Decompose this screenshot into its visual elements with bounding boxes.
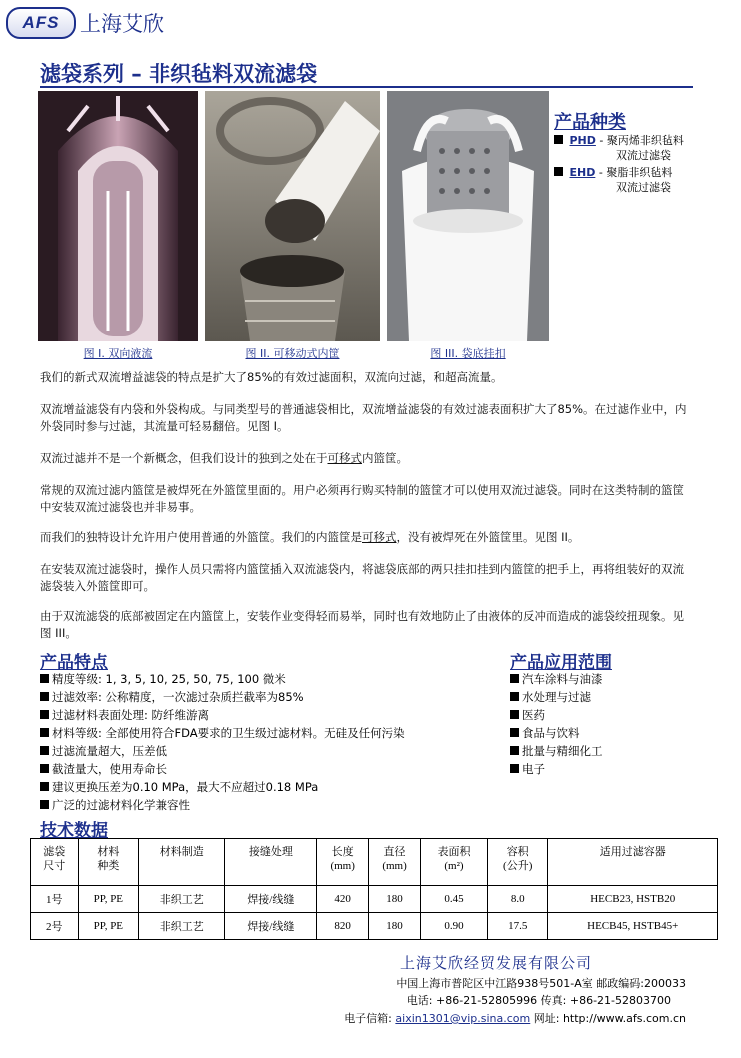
table-cell: PP, PE — [78, 913, 139, 940]
figure-1-image — [38, 91, 198, 341]
feature-text: 建议更换压差为0.10 MPa，最大不应超过0.18 MPa — [52, 780, 319, 794]
feature-item — [40, 760, 500, 778]
paragraph-6: 在安装双流过滤袋时，操作人员只需将内篮筐插入双流滤袋内，将滤袋底部的两只挂扣挂到内篮筐的把手上，再将组装好的双流滤袋装入外篮筐即可。 — [40, 562, 684, 593]
feature-text: 过滤效率: 公称精度，一次滤过杂质拦截率为85% — [52, 690, 304, 704]
figure-1-caption: 图 I. 双向液流 — [83, 347, 153, 360]
product-desc-cont: 双流过滤袋 — [616, 181, 671, 194]
application-text: 医药 — [522, 708, 545, 722]
applications-list — [510, 670, 710, 778]
logo-text: AFS — [22, 13, 60, 32]
product-desc: - 聚脂非织毡料 — [595, 166, 673, 179]
application-item — [510, 760, 710, 778]
footer-company-name: 上海艾欣经贸发展有限公司 — [400, 954, 593, 972]
product-types-heading: 产品种类 — [554, 112, 626, 133]
col-header: 材料 种类 — [78, 839, 139, 886]
col-header: 滤袋 尺寸 — [31, 839, 79, 886]
bullet-icon — [40, 692, 49, 701]
feature-item — [40, 688, 500, 706]
bullet-icon — [510, 728, 519, 737]
paragraph-7: 由于双流滤袋的底部被固定在内篮筐上，安装作业变得轻而易举，同时也有效地防止了由液体的反冲而造成的滤袋绞扭现象。见图 III。 — [40, 609, 684, 640]
feature-text: 精度等级: 1, 3, 5, 10, 25, 50, 75, 100 微米 — [52, 672, 286, 686]
table-cell: 焊接/线缝 — [225, 886, 317, 913]
table-cell: 180 — [369, 913, 421, 940]
paragraph-4: 常规的双流过滤内篮筐是被焊死在外篮筐里面的。用户必须再行购买特制的篮筐才可以使用双流过滤袋。同时在这类特制的篮筐中安装双流过滤袋也并非易事。 — [40, 483, 684, 514]
bullet-icon — [510, 674, 519, 683]
bullet-icon — [510, 764, 519, 773]
table-cell: HECB23, HSTB20 — [548, 886, 718, 913]
application-text: 批量与精细化工 — [522, 744, 603, 758]
product-type-item — [554, 165, 734, 195]
features-list — [40, 670, 500, 814]
paragraph-3-emphasis: 可移式 — [327, 451, 362, 465]
col-header: 容积 (公升) — [487, 839, 547, 886]
website-text: 网址: http://www.afs.com.cn — [530, 1012, 686, 1025]
paragraph-5 — [40, 529, 695, 546]
paragraph-1: 我们的新式双流增益滤袋的特点是扩大了85%的有效过滤面积，双流向过滤，和超高流量。 — [40, 370, 503, 384]
table-cell: 0.45 — [421, 886, 488, 913]
table-cell: 0.90 — [421, 913, 488, 940]
table-header-row — [31, 839, 718, 886]
product-code: PHD — [569, 134, 596, 147]
table-row — [31, 913, 718, 940]
email-label: 电子信箱: — [344, 1012, 396, 1025]
col-header: 表面积 (m²) — [421, 839, 488, 886]
application-item — [510, 688, 710, 706]
feature-item — [40, 742, 500, 760]
feature-item — [40, 796, 500, 814]
footer-phone: 电话: +86-21-52805996 传真: +86-21-52803700 — [406, 994, 671, 1007]
table-cell: 焊接/线缝 — [225, 913, 317, 940]
application-item — [510, 706, 710, 724]
col-header: 接缝处理 — [225, 839, 317, 886]
table-row — [31, 886, 718, 913]
tech-data-table — [30, 838, 718, 940]
product-desc-cont: 双流过滤袋 — [616, 149, 671, 162]
bullet-icon — [40, 800, 49, 809]
product-desc: - 聚丙烯非织毡料 — [595, 134, 684, 147]
paragraph-2: 双流增益滤袋有内袋和外袋构成。与同类型号的普通滤袋相比，双流增益滤袋的有效过滤表面积扩大了85%。在过滤作业中，内外袋同时参与过滤，其流量可轻易翻倍。见图 I。 — [40, 402, 687, 433]
footer-contact — [344, 1010, 686, 1026]
paragraph-3 — [40, 450, 695, 467]
feature-text: 过滤材料表面处理: 防纤维游离 — [52, 708, 210, 722]
table-cell: 17.5 — [487, 913, 547, 940]
features-heading: 产品特点 — [40, 653, 108, 673]
table-cell: 非织工艺 — [139, 886, 225, 913]
table-cell: HECB45, HSTB45+ — [548, 913, 718, 940]
feature-text: 截渣量大，使用寿命长 — [52, 762, 167, 776]
figure-3-caption: 图 III. 袋底挂扣 — [430, 347, 506, 360]
col-header: 直径 (mm) — [369, 839, 421, 886]
feature-item — [40, 778, 500, 796]
feature-text: 过滤流量超大，压差低 — [52, 744, 167, 758]
product-code: EHD — [569, 166, 596, 179]
feature-item — [40, 706, 500, 724]
application-text: 水处理与过滤 — [522, 690, 591, 704]
paragraph-5-emphasis: 可移式 — [362, 530, 397, 544]
col-header: 长度 (mm) — [317, 839, 369, 886]
company-logo — [6, 7, 76, 39]
feature-text: 广泛的过滤材料化学兼容性 — [52, 798, 190, 812]
bullet-icon — [40, 764, 49, 773]
page-title: 滤袋系列 – 非织毡料双流滤袋 — [40, 62, 318, 86]
bullet-icon — [40, 728, 49, 737]
application-item — [510, 670, 710, 688]
figure-2-caption: 图 II. 可移动式内筐 — [245, 347, 340, 360]
application-text: 汽车涂料与油漆 — [522, 672, 603, 686]
table-cell: 非织工艺 — [139, 913, 225, 940]
feature-text: 材料等级: 全部使用符合FDA要求的卫生级过滤材料。无硅及任何污染 — [52, 726, 405, 740]
bullet-icon — [40, 710, 49, 719]
table-cell: 180 — [369, 886, 421, 913]
footer-address: 中国上海市普陀区中江路938号501-A室 邮政编码:200033 — [396, 977, 686, 990]
product-type-item — [554, 133, 734, 163]
title-divider — [40, 86, 693, 88]
bullet-icon — [40, 746, 49, 755]
col-header: 材料制造 — [139, 839, 225, 886]
application-text: 食品与饮料 — [522, 726, 580, 740]
table-cell: 8.0 — [487, 886, 547, 913]
tech-data-heading: 技术数据 — [40, 821, 108, 841]
table-cell: 1号 — [31, 886, 79, 913]
feature-item — [40, 670, 500, 688]
bullet-icon — [510, 746, 519, 755]
figure-3-image — [387, 91, 549, 341]
table-cell: 2号 — [31, 913, 79, 940]
feature-item — [40, 724, 500, 742]
bullet-icon — [510, 692, 519, 701]
header-company-name: 上海艾欣 — [80, 12, 164, 36]
application-text: 电子 — [522, 762, 545, 776]
table-cell: 420 — [317, 886, 369, 913]
application-item — [510, 724, 710, 742]
email-link[interactable]: aixin1301@vip.sina.com — [395, 1012, 531, 1025]
bullet-icon — [40, 674, 49, 683]
figure-2-image — [205, 91, 380, 341]
bullet-icon — [40, 782, 49, 791]
application-item — [510, 742, 710, 760]
bullet-icon — [510, 710, 519, 719]
table-cell: 820 — [317, 913, 369, 940]
table-cell: PP, PE — [78, 886, 139, 913]
col-header: 适用过滤容器 — [548, 839, 718, 886]
paragraph-5-text: 而我们的独特设计允许用户使用普通的外篮筐。我们的内篮筐是 — [40, 530, 362, 544]
bullet-icon — [554, 167, 563, 176]
paragraph-3-text: 双流过滤并不是一个新概念，但我们设计的独到之处在于 — [40, 451, 328, 465]
bullet-icon — [554, 135, 563, 144]
paragraph-5-tail: ，没有被焊死在外篮筐里。见图 II。 — [396, 530, 580, 544]
applications-heading: 产品应用范围 — [510, 653, 612, 673]
paragraph-3-tail: 内篮筐。 — [362, 451, 408, 465]
